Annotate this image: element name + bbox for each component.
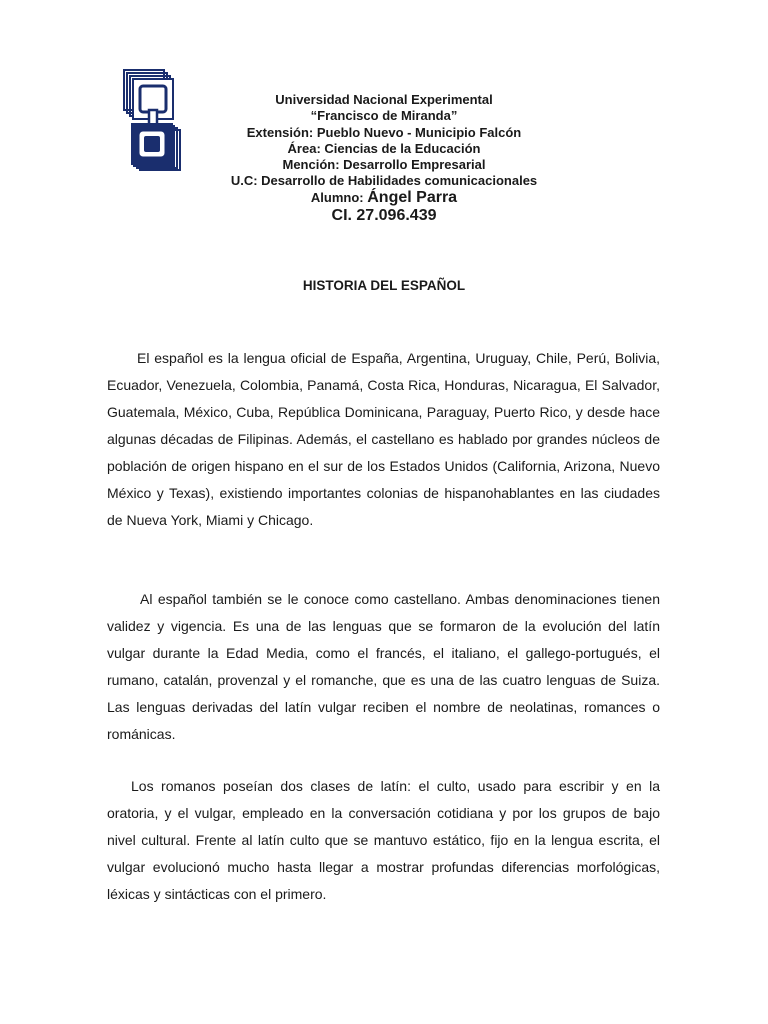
student-line [170, 190, 598, 206]
student-name: Ángel Parra [367, 188, 458, 206]
area-line: Área: Ciencias de la Educación [287, 140, 481, 156]
university-line: Universidad Nacional Experimental [275, 92, 493, 107]
student-ci: CI. 27.096.439 [331, 207, 437, 225]
paragraph: Los romanos poseían dos clases de latín: el culto, usado para escribir y en la oratoria, y el vulgar, empleado en la conversación cotidiana y por los grupos de bajo nivel cultural. Frente al latín culto que se mantuvo estático, fijo en la lengua escrita, el vulgar evolucionó mucho hasta llegar a mostrar profundas diferencias morfológicas, léxicas y sintácticas con el primero. [107, 778, 660, 902]
document-title: HISTORIA DEL ESPAÑOL [302, 278, 466, 293]
extension-line: Extensión: Pueblo Nuevo - Municipio Falcón [246, 124, 522, 140]
course-line: U.C: Desarrollo de Habilidades comunicacionales [230, 173, 538, 189]
document-header [170, 92, 598, 226]
mention-line: Mención: Desarrollo Empresarial [282, 157, 486, 173]
paragraph: El español es la lengua oficial de España, Argentina, Uruguay, Chile, Perú, Bolivia, Ecuador, Venezuela, Colombia, Panamá, Costa Rica, Honduras, Nicaragua, El Salvador, Guatemala, México, Cuba, República Dominicana, Paraguay, Puerto Rico, y desde hace algunas décadas de Filipinas. Además, el castellano es hablado por grandes núcleos de población de origen hispano en el sur de los Estados Unidos (California, Arizona, Nuevo México y Texas), existiendo importantes colonias de hispanohablantes en las ciudades de Nueva York, Miami y Chicago. [107, 350, 660, 528]
university-name-line: “Francisco de Miranda” [310, 108, 458, 124]
paragraph: Al español también se le conoce como castellano. Ambas denominaciones tienen validez y vigencia. Es una de las lenguas que se formaron de la evolución del latín vulgar durante la Edad Media, como el francés, el italiano, el gallego-portugués, el rumano, catalán, provenzal y el romanche, que es una de las cuatro lenguas de Suiza. Las lenguas derivadas del latín vulgar reciben el nombre de neolatinas, romances o románicas. [107, 591, 660, 742]
student-label: Alumno: [310, 189, 368, 205]
